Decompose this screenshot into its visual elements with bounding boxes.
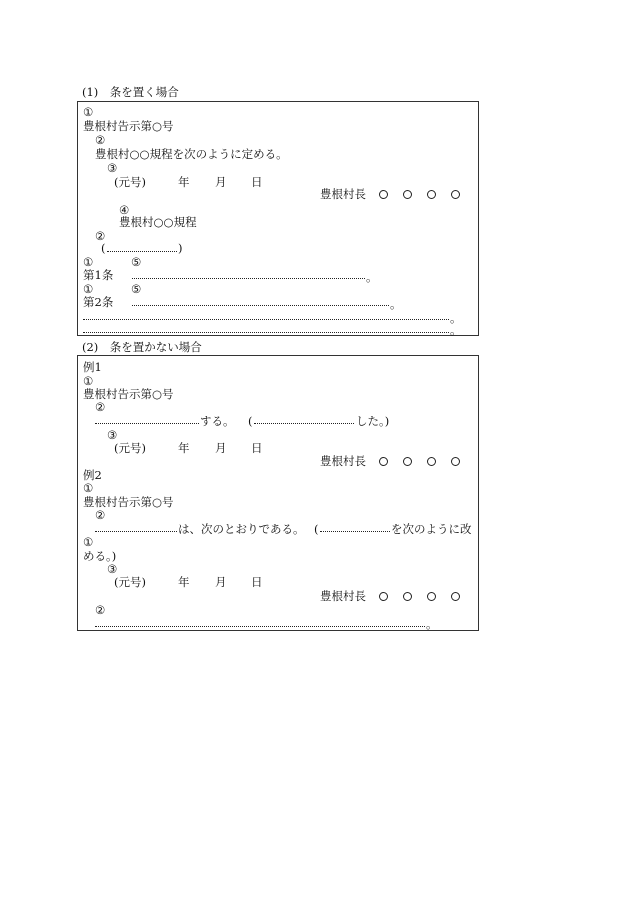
notice-number: 豊根村告示第○号 <box>83 387 174 401</box>
article-1-period: 。 <box>366 270 378 284</box>
name-circle-icon <box>403 457 412 466</box>
marker-1: ① <box>83 481 94 495</box>
regulation-title: 豊根村○○規程 <box>119 215 197 229</box>
marker-2b: ② <box>95 603 106 617</box>
section1-heading: (1) 条を置く場合 <box>82 85 179 99</box>
date-gengo: (元号) <box>114 441 146 455</box>
dotted-leader <box>107 251 177 252</box>
marker-2: ② <box>95 400 106 414</box>
shita-text: した。) <box>356 414 390 428</box>
marker-5: ⑤ <box>131 255 142 269</box>
date-month: 月 <box>215 175 227 189</box>
marker-2b: ② <box>95 229 106 243</box>
article-1-label: 第1条 <box>83 268 114 282</box>
paragraph-period: 。 <box>426 617 438 631</box>
name-circle-icon <box>403 190 412 199</box>
marker-3: ③ <box>107 428 118 442</box>
example-2-label: 例2 <box>83 468 102 482</box>
dotted-leader <box>83 319 449 320</box>
name-circle-icon <box>403 592 412 601</box>
date-month: 月 <box>215 575 227 589</box>
text-c: める。) <box>83 549 117 563</box>
section2-heading: (2) 条を置かない場合 <box>82 340 202 354</box>
example-1-label: 例1 <box>83 360 102 374</box>
dotted-leader <box>83 332 449 333</box>
date-day: 日 <box>251 575 263 589</box>
date-gengo: (元号) <box>114 575 146 589</box>
notice-number: 豊根村告示第○号 <box>83 495 174 509</box>
marker-2: ② <box>95 508 106 522</box>
name-circle-icon <box>379 457 388 466</box>
text-a: は、次のとおりである。 <box>178 522 305 536</box>
dotted-leader <box>95 626 425 627</box>
suru-text: する。 <box>200 414 235 428</box>
marker-2: ② <box>95 133 106 147</box>
date-day: 日 <box>251 441 263 455</box>
name-circle-icon <box>427 592 436 601</box>
name-circle-icon <box>379 592 388 601</box>
marker-1c: ① <box>83 282 94 296</box>
date-year: 年 <box>178 575 190 589</box>
date-gengo: (元号) <box>114 175 146 189</box>
mayor-label: 豊根村長 <box>320 589 366 603</box>
paragraph-period: 。 <box>450 323 462 337</box>
date-year: 年 <box>178 441 190 455</box>
name-circle-icon <box>451 190 460 199</box>
dotted-leader <box>132 305 389 306</box>
marker-1: ① <box>83 105 94 119</box>
paren-open: ( <box>101 241 106 255</box>
article-2-label: 第2条 <box>83 295 114 309</box>
mayor-label: 豊根村長 <box>320 454 366 468</box>
marker-1b: ① <box>83 255 94 269</box>
paragraph-period: 。 <box>450 311 462 325</box>
name-circle-icon <box>427 457 436 466</box>
section1-box <box>77 101 479 336</box>
name-circle-icon <box>451 457 460 466</box>
name-circle-icon <box>379 190 388 199</box>
paren-open: ( <box>314 522 319 536</box>
dotted-leader <box>95 423 199 424</box>
date-day: 日 <box>251 175 263 189</box>
notice-number: 豊根村告示第○号 <box>83 119 174 133</box>
marker-1b: ① <box>83 535 94 549</box>
enactment-text: 豊根村○○規程を次のように定める。 <box>95 147 288 161</box>
dotted-leader <box>254 423 354 424</box>
text-b: を次のように改 <box>391 522 472 536</box>
date-year: 年 <box>178 175 190 189</box>
dotted-leader <box>320 531 390 532</box>
article-2-period: 。 <box>390 297 402 311</box>
paren-open: ( <box>248 414 253 428</box>
section2-box <box>77 355 479 631</box>
marker-3: ③ <box>107 161 118 175</box>
name-circle-icon <box>451 592 460 601</box>
paren-close: ) <box>178 241 183 255</box>
marker-4: ④ <box>119 203 130 217</box>
marker-5b: ⑤ <box>131 282 142 296</box>
date-month: 月 <box>215 441 227 455</box>
marker-1: ① <box>83 374 94 388</box>
dotted-leader <box>95 531 177 532</box>
name-circle-icon <box>427 190 436 199</box>
marker-3: ③ <box>107 562 118 576</box>
mayor-label: 豊根村長 <box>320 187 366 201</box>
dotted-leader <box>132 278 365 279</box>
